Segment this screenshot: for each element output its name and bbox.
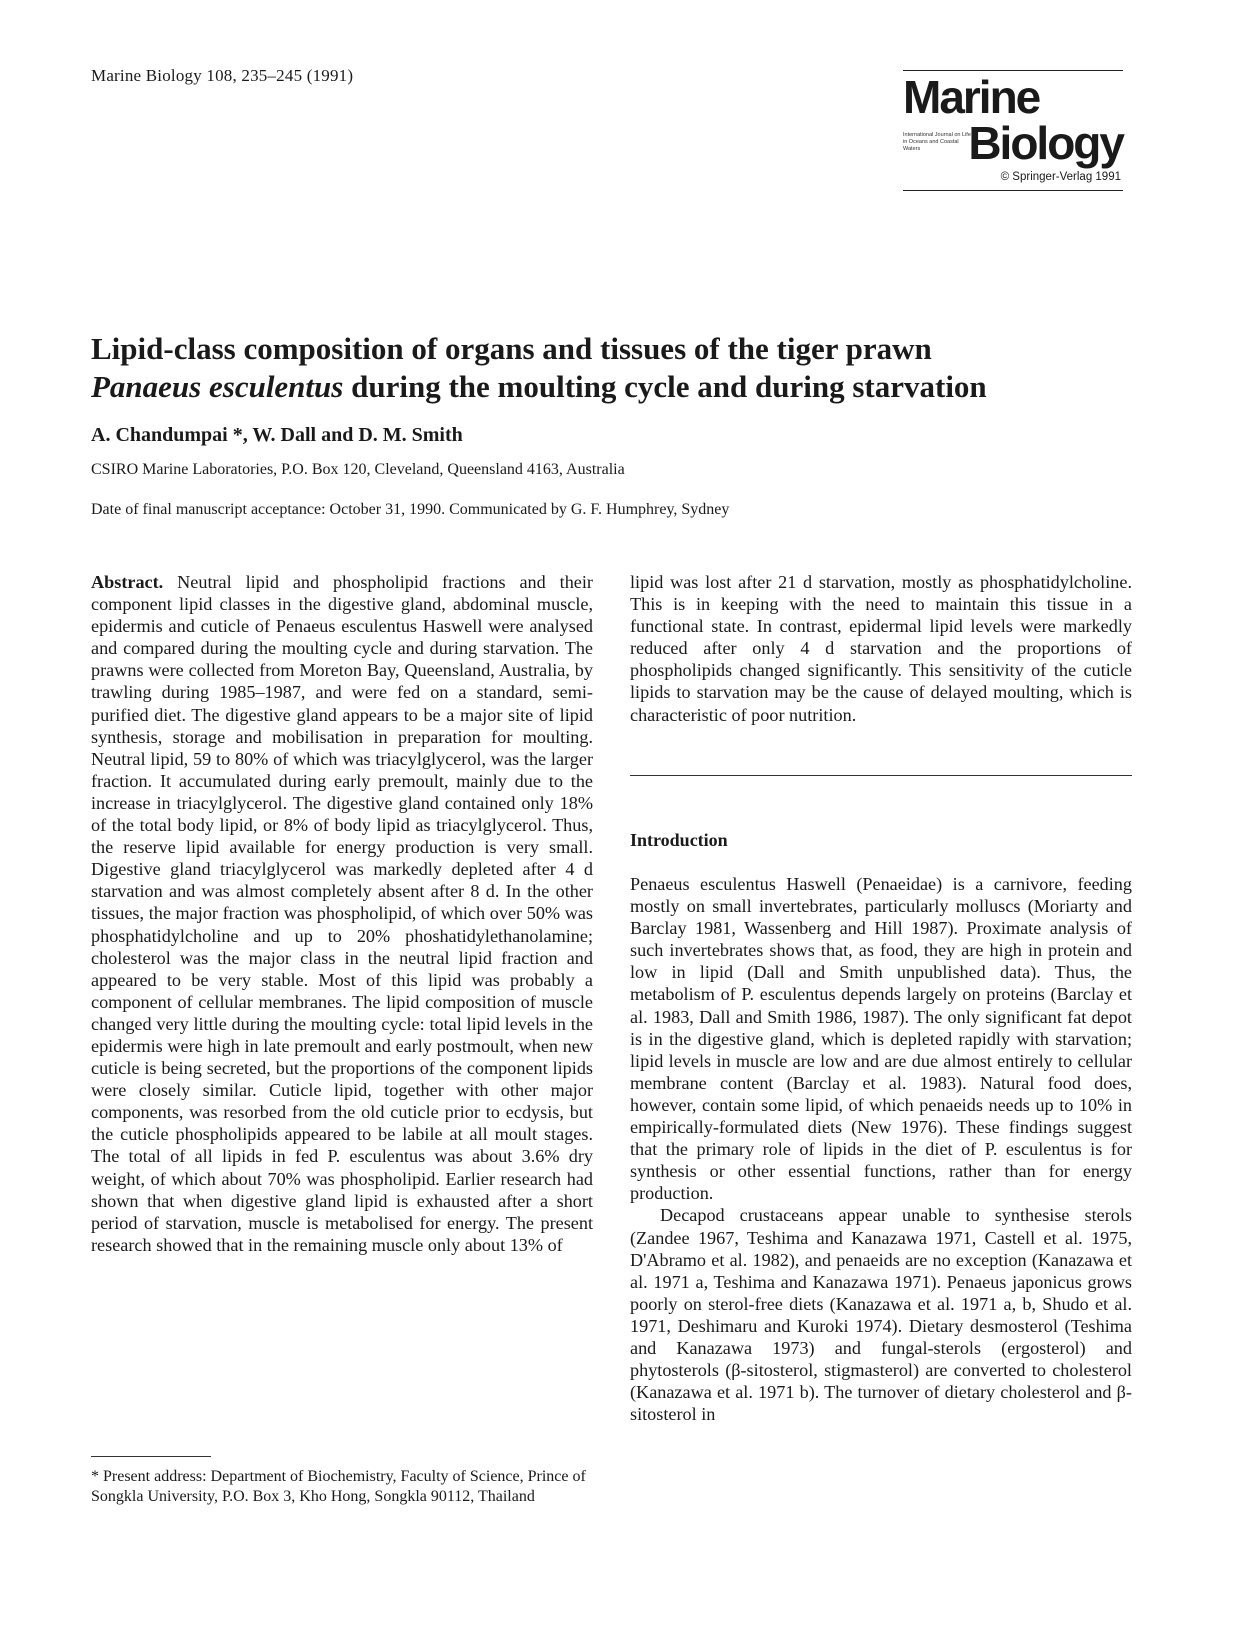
article-title: [91, 330, 1151, 406]
abstract-continuation: [630, 571, 1132, 726]
abstract-text: Neutral lipid and phospholipid fractions and their component lipid classes in the digestive gland, abdominal muscle, epidermis and cuticle of Penaeus esculentus Haswell were analysed and compared during the moulting cycle and during starvation. The prawns were collected from Moreton Bay, Queensland, Australia, by trawling during 1985–1987, and were fed on a standard, semi-purified diet. The digestive gland appears to be a major site of lipid synthesis, storage and mobilisation in preparation for moulting. Neutral lipid, 59 to 80% of which was triacylglycerol, was the larger fraction. It accumulated during early premoult, mainly due to the increase in triacylglycerol. The digestive gland contained only 18% of the total body lipid, or 8% of body lipid as triacylglycerol. Thus, the reserve lipid available for energy production is very small. Digestive gland triacylglycerol was markedly depleted after 4 d starvation and was almost completely absent after 8 d. In the other tissues, the major fraction was phospholipid, of which over 50% was phosphatidylcholine and up to 20% phoshatidylethanolamine; cholesterol was the major class in the neutral lipid fraction and appeared to be very stable. Most of this lipid was probably a component of cellular membranes. The lipid composition of muscle changed very little during the moulting cycle: total lipid levels in the epidermis were high in late premoult and early postmoult, when new cuticle is being secreted, but the proportions of the component lipids were closely similar. Cuticle lipid, together with other major components, was resorbed from the old cuticle prior to ecdysis, but the cuticle phospholipids appeared to be labile at all moult stages. The total of all lipids in fed P. esculentus was about 3.6% dry weight, of which about 70% was phospholipid. Earlier research had shown that when digestive gland lipid is exhausted after a short period of starvation, muscle is metabolised for energy. The present research showed that in the remaining muscle only about 13% of: [91, 572, 593, 1255]
logo-tagline: International Journal on Life in Oceans and Coastal Waters: [903, 132, 971, 152]
copyright: © Springer-Verlag 1991: [1000, 171, 1121, 183]
section-heading-introduction: Introduction: [630, 830, 728, 850]
authors: A. Chandumpai *, W. Dall and D. M. Smith: [91, 424, 463, 446]
footnote-rule: [91, 1456, 211, 1457]
footnote: * Present address: Department of Biochemistry, Faculty of Science, Prince of Songkla University, P.O. Box 3, Kho Hong, Songkla 90112, Thailand: [91, 1468, 586, 1505]
journal-logo: [903, 70, 1123, 188]
abstract: [91, 571, 593, 1256]
intro-paragraph-1: Penaeus esculentus Haswell (Penaeidae) is a carnivore, feeding mostly on small invertebrates, particularly molluscs (Moriarty and Barclay 1981, Wassenberg and Hill 1987). Proximate analysis of such invertebrates shows that, as food, they are high in protein and low in lipid (Dall and Smith unpublished data). Thus, the metabolism of P. esculentus depends largely on proteins (Barclay et al. 1983, Dall and Smith 1986, 1987). The only significant fat depot is in the digestive gland, which is depleted rapidly with starvation; lipid levels in muscle are low and are due almost entirely to cellular membrane content (Barclay et al. 1983). Natural food does, however, contain some lipid, of which penaeids needs up to 10% in empirically-formulated diets (New 1976). These findings suggest that the primary role of lipids in the diet of P. esculentus is for synthesis or other essential functions, rather than for energy production.: [630, 874, 1132, 1204]
intro-paragraph-2: Decapod crustaceans appear unable to synthesise sterols (Zandee 1967, Teshima and Kanazawa 1971, Castell et al. 1975, D'Abramo et al. 1982), and penaeids are no exception (Kanazawa et al. 1971 a, Teshima and Kanazawa 1971). Penaeus japonicus grows poorly on sterol-free diets (Kanazawa et al. 1971 a, b, Shudo et al. 1971, Deshimaru and Kuroki 1974). Dietary desmosterol (Teshima and Kanazawa 1973) and fungal-sterols (ergosterol) and phytosterols (β-sitosterol, stigmasterol) are converted to cholesterol (Kanazawa et al. 1971 b). The turnover of dietary cholesterol and β-sitosterol in: [630, 1205, 1132, 1425]
journal-reference: Marine Biology 108, 235–245 (1991): [91, 66, 354, 85]
manuscript-dates: Date of final manuscript acceptance: October 31, 1990. Communicated by G. F. Humphrey, Sydney: [91, 501, 730, 518]
title-line1: Lipid-class composition of organs and tissues of the tiger prawn: [91, 331, 932, 366]
affiliation: CSIRO Marine Laboratories, P.O. Box 120, Cleveland, Queensland 4163, Australia: [91, 461, 625, 478]
introduction-body: [630, 873, 1132, 1425]
abstract-continuation-text: lipid was lost after 21 d starvation, mostly as phosphatidylcholine. This is in keeping with the need to maintain this tissue in a functional state. In contrast, epidermal lipid levels were markedly reduced after only 4 d starvation and the proportions of phospholipids changed significantly. This sensitivity of the cuticle lipids to starvation may be the cause of delayed moulting, which is characteristic of poor nutrition.: [630, 572, 1132, 725]
abstract-separator: [630, 775, 1132, 776]
logo-biology: Biology: [968, 117, 1123, 169]
logo-marine: Marine: [903, 71, 1040, 123]
title-line2: during the moulting cycle and during starvation: [343, 369, 987, 404]
title-species: Panaeus esculentus: [91, 369, 344, 404]
abstract-label: Abstract.: [91, 572, 164, 592]
logo-bottom-rule: [903, 190, 1123, 191]
